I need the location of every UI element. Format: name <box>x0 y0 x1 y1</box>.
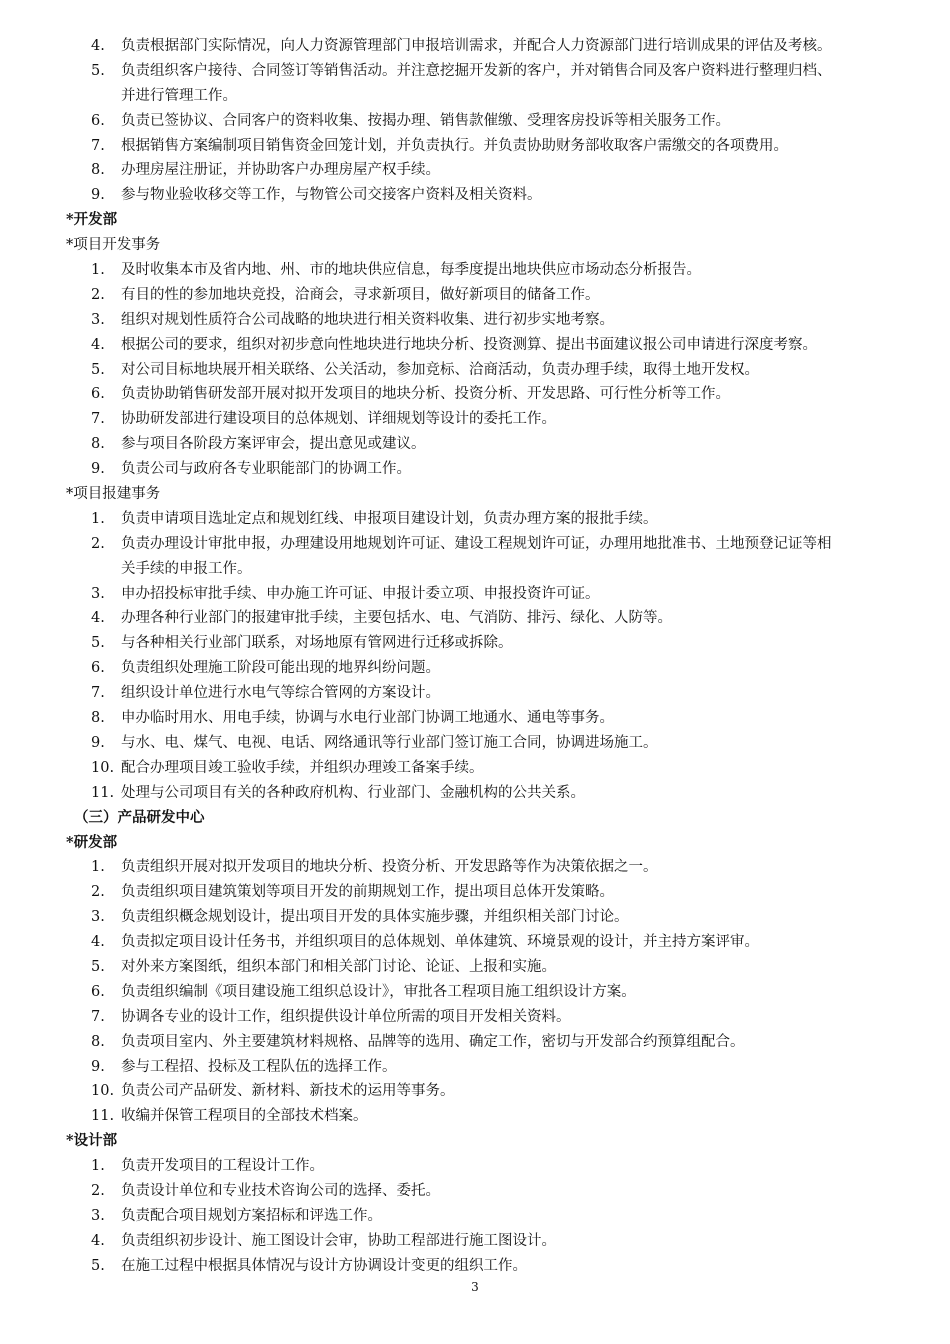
list-item-number: 4. <box>91 610 105 627</box>
list-item <box>66 1154 932 1179</box>
list-item-number: 6. <box>91 386 105 403</box>
list-item <box>66 656 932 681</box>
list-item <box>66 432 932 457</box>
list-item-number: 4. <box>91 934 105 951</box>
list-item-number: 5. <box>91 62 105 79</box>
list-item-continuation: 并进行管理工作。 <box>121 87 237 104</box>
list-item-number: 2. <box>91 1182 105 1199</box>
list-item <box>66 258 932 283</box>
list-item <box>66 930 932 955</box>
list-item <box>66 457 932 482</box>
list-item-number: 4. <box>91 336 105 353</box>
list-item <box>66 606 932 631</box>
list-item <box>66 681 932 706</box>
list-item-text: 处理与公司项目有关的各种政府机构、行业部门、金融机构的公共关系。 <box>121 784 585 801</box>
list-item-number: 3. <box>91 585 105 602</box>
list-item <box>66 631 932 656</box>
document-body <box>66 34 932 1279</box>
list-item <box>66 855 932 880</box>
list-item <box>66 109 932 134</box>
department-heading: *研发部 <box>66 833 118 851</box>
list-item-number: 5. <box>91 635 105 652</box>
list-item-text: 对公司目标地块展开相关联络、公关活动，参加竞标、洽商活动，负责办理手续，取得土地开发权。 <box>121 361 759 378</box>
list-item <box>66 134 932 159</box>
list-item <box>66 1005 932 1030</box>
subsection-heading: *项目开发事务 <box>66 237 161 254</box>
list-item-number: 1. <box>91 510 105 527</box>
list-item-number: 2. <box>91 286 105 303</box>
list-item <box>66 333 932 358</box>
list-item <box>66 59 932 84</box>
list-item <box>66 183 932 208</box>
department-heading: *设计部 <box>66 1132 118 1150</box>
list-item <box>66 1204 932 1229</box>
list-item-text: 组织设计单位进行水电气等综合管网的方案设计。 <box>121 685 440 702</box>
list-item-text: 参与物业验收移交等工作，与物管公司交接客户资料及相关资料。 <box>121 187 542 204</box>
list-item-text: 负责组织处理施工阶段可能出现的地界纠纷问题。 <box>121 660 440 677</box>
list-item-text: 负责拟定项目设计任务书，并组织项目的总体规划、单体建筑、环境景观的设计，并主持方案评审。 <box>121 934 759 951</box>
list-item-text: 负责组织项目建筑策划等项目开发的前期规划工作，提出项目总体开发策略。 <box>121 884 614 901</box>
list-item-text: 负责组织初步设计、施工图设计会审，协助工程部进行施工图设计。 <box>121 1232 556 1249</box>
list-item-number: 9. <box>91 1058 105 1075</box>
list-item-number: 6. <box>91 983 105 1000</box>
list-item <box>66 308 932 333</box>
list-item-text: 负责组织概念规划设计，提出项目开发的具体实施步骤，并组织相关部门讨论。 <box>121 909 629 926</box>
list-item-text: 组织对规划性质符合公司战略的地块进行相关资料收集、进行初步实地考察。 <box>121 311 614 328</box>
list-item <box>66 158 932 183</box>
list-item <box>66 34 932 59</box>
list-item <box>66 706 932 731</box>
list-item <box>66 507 932 532</box>
list-item-text: 负责根据部门实际情况，向人力资源管理部门申报培训需求，并配合人力资源部门进行培训成果的评估及考核。 <box>121 38 832 54</box>
list-item-text: 负责项目室内、外主要建筑材料规格、品牌等的选用、确定工作，密切与开发部合约预算组配合。 <box>121 1033 745 1050</box>
list-item <box>66 582 932 607</box>
list-item-text: 负责开发项目的工程设计工作。 <box>121 1158 324 1175</box>
list-item-text: 负责组织编制《项目建设施工组织总设计》，审批各工程项目施工组织设计方案。 <box>121 983 636 1000</box>
list-item-text: 办理各种行业部门的报建审批手续，主要包括水、电、气消防、排污、绿化、人防等。 <box>121 610 672 627</box>
list-item-number: 4. <box>91 38 105 54</box>
list-item-number: 9. <box>91 187 105 204</box>
list-item-number: 1. <box>91 1158 105 1175</box>
list-item <box>66 532 932 557</box>
list-item <box>66 1079 932 1104</box>
list-item <box>66 358 932 383</box>
list-item-text: 收编并保管工程项目的全部技术档案。 <box>121 1108 368 1125</box>
list-item-text: 办理房屋注册证，并协助客户办理房屋产权手续。 <box>121 162 440 179</box>
list-item-text: 负责申请项目选址定点和规划红线、申报项目建设计划，负责办理方案的报批手续。 <box>121 510 658 527</box>
list-item-text: 配合办理项目竣工验收手续，并组织办理竣工备案手续。 <box>121 759 484 776</box>
list-item-text: 在施工过程中根据具体情况与设计方协调设计变更的组织工作。 <box>121 1257 527 1274</box>
list-item-number: 3. <box>91 909 105 926</box>
list-item-number: 8. <box>91 1033 105 1050</box>
list-item <box>66 1229 932 1254</box>
list-item-number: 3. <box>91 311 105 328</box>
list-item-number: 7. <box>91 137 105 154</box>
subsection-heading: *项目报建事务 <box>66 486 161 503</box>
list-item-text: 根据公司的要求，组织对初步意向性地块进行地块分析、投资测算、提出书面建议报公司申请进行深度考察。 <box>121 336 817 353</box>
list-item <box>66 955 932 980</box>
list-item-number: 1. <box>91 859 105 876</box>
list-item-text: 协助研发部进行建设项目的总体规划、详细规划等设计的委托工作。 <box>121 411 556 428</box>
list-item-text: 申办临时用水、用电手续，协调与水电行业部门协调工地通水、通电等事务。 <box>121 710 614 727</box>
list-item-text: 根据销售方案编制项目销售资金回笼计划，并负责执行。并负责协助财务部收取客户需缴交的各项费用。 <box>121 137 788 154</box>
list-item <box>66 905 932 930</box>
list-item-number: 9. <box>91 461 105 478</box>
list-item-continuation: 关手续的申报工作。 <box>121 560 252 577</box>
list-item <box>66 781 932 806</box>
list-item-text: 负责公司产品研发、新材料、新技术的运用等事务。 <box>121 1083 455 1100</box>
list-item-text: 负责设计单位和专业技术咨询公司的选择、委托。 <box>121 1182 440 1199</box>
page-number: 3 <box>471 1280 479 1294</box>
list-item-text: 申办招投标审批手续、申办施工许可证、申报计委立项、申报投资许可证。 <box>121 585 600 602</box>
list-item-text: 负责配合项目规划方案招标和评选工作。 <box>121 1207 382 1224</box>
list-item <box>66 1055 932 1080</box>
list-item-text: 有目的性的参加地块竞投，洽商会，寻求新项目，做好新项目的储备工作。 <box>121 286 600 303</box>
list-item-text: 负责组织开展对拟开发项目的地块分析、投资分析、开发思路等作为决策依据之一。 <box>121 859 658 876</box>
list-item <box>66 1030 932 1055</box>
list-item <box>66 1254 932 1279</box>
list-item-number: 5. <box>91 958 105 975</box>
list-item-number: 8. <box>91 436 105 453</box>
list-item-number: 2. <box>91 884 105 901</box>
list-item-number: 4. <box>91 1232 105 1249</box>
list-item-text: 参与项目各阶段方案评审会，提出意见或建议。 <box>121 436 426 453</box>
list-item-number: 7. <box>91 411 105 428</box>
list-item-text: 参与工程招、投标及工程队伍的选择工作。 <box>121 1058 397 1075</box>
list-item <box>66 880 932 905</box>
list-item-number: 6. <box>91 112 105 129</box>
list-item-text: 负责公司与政府各专业职能部门的协调工作。 <box>121 461 411 478</box>
list-item-text: 与各种相关行业部门联系，对场地原有管网进行迁移或拆除。 <box>121 635 513 652</box>
list-item-text: 负责协助销售研发部开展对拟开发项目的地块分析、投资分析、开发思路、可行性分析等工作。 <box>121 386 730 403</box>
list-item-text: 负责已签协议、合同客户的资料收集、按揭办理、销售款催缴、受理客房投诉等相关服务工作。 <box>121 112 730 129</box>
list-item <box>66 756 932 781</box>
list-item-number: 5. <box>91 361 105 378</box>
list-item-number: 11. <box>91 1108 115 1125</box>
list-item-text: 与水、电、煤气、电视、电话、网络通讯等行业部门签订施工合同，协调进场施工。 <box>121 734 658 751</box>
list-item-number: 1. <box>91 262 105 279</box>
list-item-number: 7. <box>91 685 105 702</box>
list-item <box>66 1179 932 1204</box>
list-item-number: 8. <box>91 162 105 179</box>
list-item-text: 负责办理设计审批申报，办理建设用地规划许可证、建设工程规划许可证，办理用地批准书、土地预登记证等相 <box>121 535 832 552</box>
list-item <box>66 407 932 432</box>
list-item-number: 11. <box>91 784 115 801</box>
list-item <box>66 731 932 756</box>
list-item-text: 负责组织客户接待、合同签订等销售活动。并注意挖掘开发新的客户，并对销售合同及客户资料进行整理归档、 <box>121 62 832 79</box>
section-heading: （三）产品研发中心 <box>74 808 205 826</box>
list-item-text: 及时收集本市及省内地、州、市的地块供应信息，每季度提出地块供应市场动态分析报告。 <box>121 262 701 279</box>
list-item-number: 3. <box>91 1207 105 1224</box>
list-item-number: 7. <box>91 1008 105 1025</box>
list-item-number: 6. <box>91 660 105 677</box>
list-item <box>66 980 932 1005</box>
list-item-number: 9. <box>91 734 105 751</box>
list-item-text: 协调各专业的设计工作，组织提供设计单位所需的项目开发相关资料。 <box>121 1008 571 1025</box>
list-item-number: 2. <box>91 535 105 552</box>
list-item-number: 10. <box>91 759 115 776</box>
list-item-text: 对外来方案图纸，组织本部门和相关部门讨论、论证、上报和实施。 <box>121 958 556 975</box>
list-item-number: 10. <box>91 1083 115 1100</box>
department-heading: *开发部 <box>66 211 118 229</box>
list-item-number: 8. <box>91 710 105 727</box>
list-item <box>66 382 932 407</box>
list-item <box>66 283 932 308</box>
list-item <box>66 1104 932 1129</box>
list-item-number: 5. <box>91 1257 105 1274</box>
